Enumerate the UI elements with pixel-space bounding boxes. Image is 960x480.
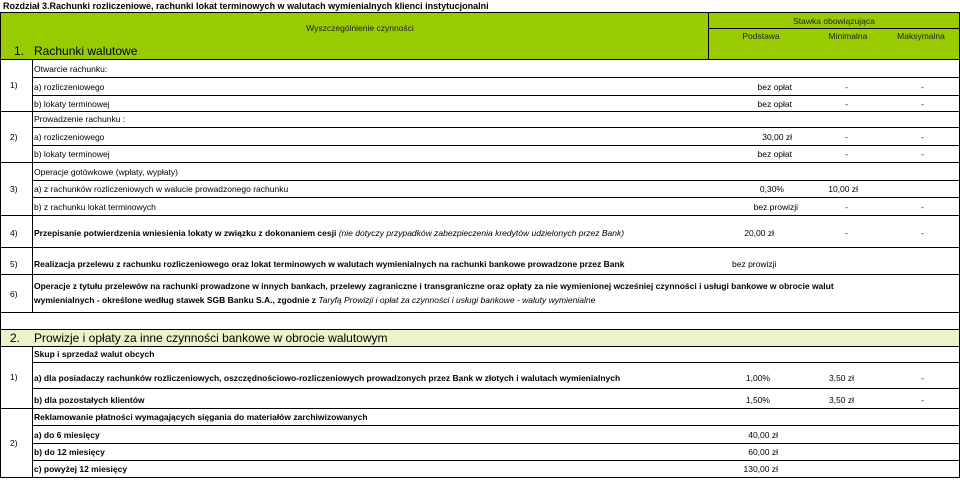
section1-title: Rachunki walutowe — [34, 44, 138, 58]
s2-g1-r1-max: - — [921, 373, 924, 383]
grid-line — [0, 12, 960, 13]
s1-g3-r2-label: b) z rachunku lokat terminowych — [34, 202, 156, 212]
s1-g3-r2-base: bez prowizji — [753, 202, 798, 212]
grid-line — [32, 127, 960, 128]
s2-g1-heading: Skup i sprzedaż walut obcych — [34, 349, 155, 359]
s2-g2-r2-base: 60,00 zł — [748, 447, 778, 457]
s1-g4-min: - — [845, 228, 848, 238]
s1-g6-number: 6) — [10, 289, 18, 299]
s1-g5-label: Realizacja przelewu z rachunku rozliczeniowego oraz lokat terminowych w walutach wymienialnych na rachunki bankowe prowadzone przez Bank — [34, 259, 625, 269]
s1-g1-r1-label: a) rozliczeniowego — [34, 82, 105, 92]
s2-g1-r2-base: 1,50% — [745, 395, 770, 405]
s1-g2-r2-min: - — [845, 149, 848, 159]
grid-line — [32, 460, 960, 461]
grid-line — [0, 477, 960, 478]
section2-number: 2. — [10, 331, 21, 345]
s2-g1-r1-min: 3,50 zł — [828, 373, 854, 383]
grid-line — [32, 362, 960, 363]
grid-line — [32, 180, 960, 181]
s1-g6-line2b: Taryfą Prowizji i opłat za czynności i usługi bankowe - waluty wymienialne — [318, 295, 596, 305]
grid-line — [0, 408, 960, 409]
header-min: Minimalna — [828, 31, 868, 41]
s2-g1-r2-max: - — [921, 395, 924, 405]
s1-g3-r1-base: 0,30% — [759, 184, 784, 194]
s2-g1-r2-label: b) dla pozostałych klientów — [34, 395, 145, 405]
header-max: Maksymalna — [897, 31, 945, 41]
s2-g2-r1-base: 40,00 zł — [748, 430, 778, 440]
grid-line — [0, 346, 960, 347]
grid-line — [0, 12, 1, 478]
section2-title: Prowizje i opłaty za inne czynności bankowe w obrocie walutowym — [34, 331, 388, 345]
grid-line — [0, 162, 960, 163]
s1-g2-heading: Prowadzenie rachunku : — [34, 114, 126, 124]
s1-g1-r1-base: bez opłat — [757, 82, 792, 92]
s1-g5-number: 5) — [10, 259, 18, 269]
grid-line — [32, 425, 960, 426]
grid-line — [0, 274, 960, 275]
s1-g4-max: - — [921, 228, 924, 238]
s1-g3-heading: Operacje gotówkowe (wpłaty, wypłaty) — [34, 167, 178, 177]
s1-g3-r2-max: - — [921, 202, 924, 212]
s1-g3-r1-label: a) z rachunków rozliczeniowych w walucie prowadzonego rachunku — [34, 184, 289, 194]
section1-number: 1. — [14, 44, 25, 58]
s2-g1-r1-label: a) dla posiadaczy rachunków rozliczeniowych, oszczędnościowo-rozliczeniowych prowadzonych przez Bank w złotych i walutach wymienialnych — [34, 373, 621, 383]
s1-g2-r1-base: 30,00 zł — [762, 132, 792, 142]
s1-g6-line2 — [34, 293, 958, 307]
grid-line — [32, 59, 33, 312]
s2-g2-number: 2) — [10, 438, 18, 448]
grid-line — [0, 312, 960, 313]
grid-line — [0, 59, 960, 60]
s2-g2-r2-label: b) do 12 miesięcy — [34, 447, 105, 457]
s1-g2-r2-max: - — [921, 149, 924, 159]
grid-line — [708, 12, 709, 59]
s1-g1-r2-max: - — [921, 99, 924, 109]
s2-g1-r2-min: 3,50 zł — [828, 395, 854, 405]
s2-g2-r3-label: c) powyżej 12 miesięcy — [34, 464, 128, 474]
s1-g3-r2-min: - — [845, 202, 848, 212]
grid-line — [32, 95, 960, 96]
s1-g4-label: Przepisanie potwierdzenia wniesienia lokaty w związku z dokonaniem cesji — [34, 228, 337, 238]
s2-g2-r3-base: 130,00 zł — [743, 464, 778, 474]
grid-line — [32, 145, 960, 146]
header-base: Podstawa — [742, 31, 780, 41]
s2-g1-number: 1) — [10, 372, 18, 382]
grid-line — [32, 388, 960, 389]
header-details: Wyszczególnienie czynności — [306, 23, 414, 33]
s1-g4-base: 20,00 zł — [744, 228, 774, 238]
grid-line — [0, 215, 960, 216]
s1-g1-r1-min: - — [845, 82, 848, 92]
s1-g3-number: 3) — [10, 184, 18, 194]
grid-line — [0, 329, 960, 330]
s1-g5-base: bez prowizji — [732, 259, 777, 269]
s1-g1-r2-base: bez opłat — [757, 99, 792, 109]
grid-line — [708, 28, 960, 29]
grid-line — [32, 77, 960, 78]
grid-line — [0, 111, 960, 112]
s1-g1-r2-label: b) lokaty terminowej — [34, 99, 110, 109]
s1-g6-line1: Operacje z tytułu przelewów na rachunki prowadzone w innych bankach, przelewy zagraniczne i transgraniczne oraz opłaty za nie wymienionej wcześniej czynności i usługi bankowe w obrocie walut — [34, 281, 834, 291]
s1-g1-r2-min: - — [845, 99, 848, 109]
header-rate: Stawka obowiązująca — [793, 16, 875, 26]
s1-g3-r1-min: 10,00 zł — [828, 184, 858, 194]
s1-g6-line2a: wymienialnych - określone według stawek SGB Banku S.A., zgodnie z — [34, 295, 319, 305]
s1-g4-note: (nie dotyczy przypadków zabezpieczenia kredytów udzielonych przez Bank) — [338, 228, 625, 238]
grid-line — [0, 247, 960, 248]
grid-line — [32, 346, 33, 478]
s1-g1-number: 1) — [10, 80, 18, 90]
s1-g4-label-cell — [34, 225, 706, 241]
s1-g2-r2-label: b) lokaty terminowej — [34, 149, 110, 159]
s2-g1-r1-base: 1,00% — [745, 373, 770, 383]
s1-g2-number: 2) — [10, 132, 18, 142]
s1-g2-r1-min: - — [845, 132, 848, 142]
s2-g2-r1-label: a) do 6 miesięcy — [34, 430, 100, 440]
s1-g1-r1-max: - — [921, 82, 924, 92]
s1-g1-heading: Otwarcie rachunku: — [34, 64, 108, 74]
grid-line — [32, 197, 960, 198]
grid-line — [32, 443, 960, 444]
s1-g2-r1-max: - — [921, 132, 924, 142]
s1-g4-number: 4) — [10, 228, 18, 238]
s1-g2-r1-label: a) rozliczeniowego — [34, 132, 105, 142]
page-title: Rozdział 3.Rachunki rozliczeniowe, rachunki lokat terminowych w walutach wymienialnych klienci instytucjonalni — [3, 1, 489, 11]
s2-g2-heading: Reklamowanie płatności wymagających sięgania do materiałów zarchiwizowanych — [34, 412, 368, 422]
s1-g2-r2-base: bez opłat — [757, 149, 792, 159]
